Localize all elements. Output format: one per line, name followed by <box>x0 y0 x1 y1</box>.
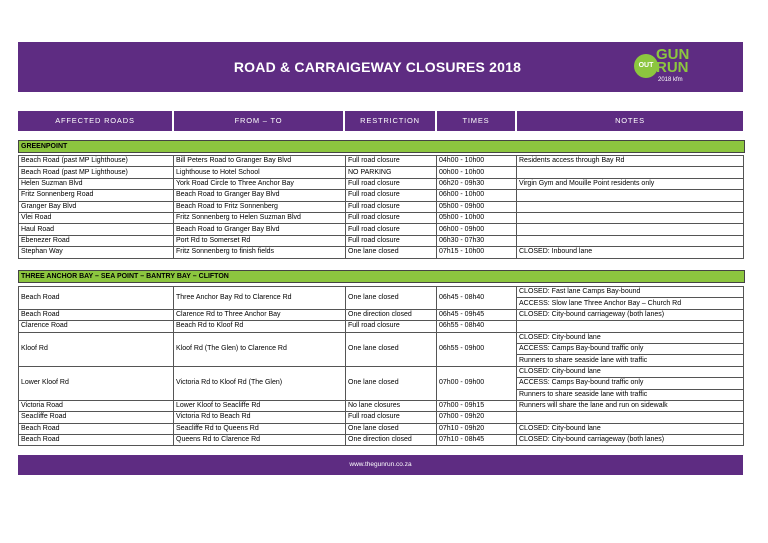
affected-road-cell: Beach Road (past MP Lighthouse) <box>19 156 174 167</box>
notes-cell <box>517 224 744 235</box>
times-cell: 06h30 - 07h30 <box>437 235 517 246</box>
restriction-cell: Full road closure <box>346 212 437 223</box>
from-to-cell: Victoria Rd to Beach Rd <box>174 412 346 423</box>
restriction-cell: NO PARKING <box>346 167 437 178</box>
table-row <box>19 412 744 423</box>
times-cell: 07h10 - 08h45 <box>437 435 517 446</box>
restriction-cell: One direction closed <box>346 435 437 446</box>
column-header-restriction: RESTRICTION <box>345 111 435 131</box>
table-row <box>19 235 744 246</box>
logo-line2: RUN <box>656 59 689 76</box>
column-header-affected-roads: AFFECTED ROADS <box>18 111 172 131</box>
restriction-cell: Full road closure <box>346 412 437 423</box>
restriction-cell: One lane closed <box>346 247 437 258</box>
from-to-cell: Seacliffe Rd to Queens Rd <box>174 423 346 434</box>
notes-cell <box>517 412 744 423</box>
table-row <box>19 423 744 434</box>
affected-road-cell: Victoria Road <box>19 400 174 411</box>
from-to-cell: Fritz Sonnenberg to Helen Suzman Blvd <box>174 212 346 223</box>
notes-cell <box>517 212 744 223</box>
restriction-cell: Full road closure <box>346 321 437 332</box>
logo-line1: GUN <box>656 46 690 63</box>
times-cell: 07h10 - 09h20 <box>437 423 517 434</box>
affected-road-cell: Vlei Road <box>19 212 174 223</box>
notes-cell: CLOSED: City-bound carriageway (both lanes) <box>517 435 744 446</box>
from-to-cell: Beach Road to Granger Bay Blvd <box>174 224 346 235</box>
three-anchor-bay-table <box>18 286 744 446</box>
affected-road-cell: Beach Road <box>19 423 174 434</box>
from-to-cell: Beach Rd to Kloof Rd <box>174 321 346 332</box>
times-cell: 00h00 - 10h00 <box>437 167 517 178</box>
from-to-cell: Clarence Rd to Three Anchor Bay <box>174 309 346 320</box>
notes-cell: CLOSED: City-bound lane <box>517 332 744 343</box>
affected-road-cell: Clarence Road <box>19 321 174 332</box>
restriction-cell: One direction closed <box>346 309 437 320</box>
table-row <box>19 247 744 258</box>
column-header-from-to: FROM – TO <box>174 111 343 131</box>
notes-cell <box>517 321 744 332</box>
column-header-times: TIMES <box>437 111 515 131</box>
times-cell: 06h00 - 10h00 <box>437 190 517 201</box>
times-cell: 07h00 - 09h00 <box>437 366 517 400</box>
restriction-cell: Full road closure <box>346 156 437 167</box>
times-cell: 06h55 - 08h40 <box>437 321 517 332</box>
from-to-cell: Port Rd to Somerset Rd <box>174 235 346 246</box>
restriction-cell: One lane closed <box>346 332 437 366</box>
from-to-cell: Victoria Rd to Kloof Rd (The Glen) <box>174 366 346 400</box>
footer-url: www.thegunrun.co.za <box>18 455 743 475</box>
affected-road-cell: Seacliffe Road <box>19 412 174 423</box>
from-to-cell: Lower Kloof to Seacliffe Rd <box>174 400 346 411</box>
affected-road-cell: Beach Road <box>19 435 174 446</box>
times-cell: 06h55 - 09h00 <box>437 332 517 366</box>
notes-cell: Virgin Gym and Mouille Point residents only <box>517 178 744 189</box>
table-row <box>19 309 744 320</box>
section-header-greenpoint: GREENPOINT <box>18 140 745 153</box>
greenpoint-table <box>18 155 744 259</box>
logo-sub: 2018 kfm <box>658 77 683 83</box>
affected-road-cell: Beach Road (past MP Lighthouse) <box>19 167 174 178</box>
times-cell: 06h45 - 09h45 <box>437 309 517 320</box>
times-cell: 07h15 - 10h00 <box>437 247 517 258</box>
affected-road-cell: Helen Suzman Blvd <box>19 178 174 189</box>
notes-cell: ACCESS: Camps Bay-bound traffic only <box>517 378 744 389</box>
times-cell: 06h20 - 09h30 <box>437 178 517 189</box>
from-to-cell: Beach Road to Fritz Sonnenberg <box>174 201 346 212</box>
affected-road-cell: Beach Road <box>19 287 174 310</box>
notes-cell: CLOSED: City-bound carriageway (both lanes) <box>517 309 744 320</box>
notes-cell: CLOSED: Fast lane Camps Bay-bound <box>517 287 744 298</box>
section-header-three-anchor-bay: THREE ANCHOR BAY – SEA POINT – BANTRY BAY – CLIFTON <box>18 270 745 283</box>
affected-road-cell: Lower Kloof Rd <box>19 366 174 400</box>
times-cell: 05h00 - 09h00 <box>437 201 517 212</box>
table-row <box>19 156 744 167</box>
notes-cell: Residents access through Bay Rd <box>517 156 744 167</box>
page-title: ROAD & CARRAIGEWAY CLOSURES 2018 <box>233 59 522 75</box>
affected-road-cell: Stephan Way <box>19 247 174 258</box>
notes-cell: CLOSED: Inbound lane <box>517 247 744 258</box>
times-cell: 07h00 - 09h20 <box>437 412 517 423</box>
from-to-cell: Fritz Sonnenberg to finish fields <box>174 247 346 258</box>
notes-cell <box>517 167 744 178</box>
gun-run-logo <box>634 48 706 86</box>
notes-cell: CLOSED: City-bound lane <box>517 366 744 377</box>
affected-road-cell: Haul Road <box>19 224 174 235</box>
logo-badge: OUT <box>634 54 658 78</box>
restriction-cell: Full road closure <box>346 178 437 189</box>
restriction-cell: Full road closure <box>346 235 437 246</box>
notes-cell <box>517 201 744 212</box>
from-to-cell: Queens Rd to Clarence Rd <box>174 435 346 446</box>
table-row <box>19 190 744 201</box>
restriction-cell: Full road closure <box>346 201 437 212</box>
notes-cell: Runners will share the lane and run on sidewalk <box>517 400 744 411</box>
affected-road-cell: Granger Bay Blvd <box>19 201 174 212</box>
from-to-cell: Three Anchor Bay Rd to Clarence Rd <box>174 287 346 310</box>
notes-cell: Runners to share seaside lane with traffic <box>517 355 744 366</box>
affected-road-cell: Ebenezer Road <box>19 235 174 246</box>
notes-cell: Runners to share seaside lane with traffic <box>517 389 744 400</box>
notes-cell: ACCESS: Camps Bay-bound traffic only <box>517 343 744 354</box>
times-cell: 06h45 - 08h40 <box>437 287 517 310</box>
from-to-cell: Kloof Rd (The Glen) to Clarence Rd <box>174 332 346 366</box>
table-row <box>19 366 744 377</box>
notes-cell: ACCESS: Slow lane Three Anchor Bay – Church Rd <box>517 298 744 309</box>
affected-road-cell: Fritz Sonnenberg Road <box>19 190 174 201</box>
restriction-cell: No lane closures <box>346 400 437 411</box>
restriction-cell: One lane closed <box>346 366 437 400</box>
times-cell: 04h00 - 10h00 <box>437 156 517 167</box>
times-cell: 06h00 - 09h00 <box>437 224 517 235</box>
table-row <box>19 224 744 235</box>
table-row <box>19 332 744 343</box>
table-row <box>19 321 744 332</box>
table-row <box>19 201 744 212</box>
restriction-cell: One lane closed <box>346 287 437 310</box>
table-row <box>19 287 744 298</box>
affected-road-cell: Beach Road <box>19 309 174 320</box>
table-row <box>19 435 744 446</box>
table-row <box>19 212 744 223</box>
restriction-cell: Full road closure <box>346 190 437 201</box>
times-cell: 07h00 - 09h15 <box>437 400 517 411</box>
table-row <box>19 400 744 411</box>
from-to-cell: Beach Road to Granger Bay Blvd <box>174 190 346 201</box>
from-to-cell: Lighthouse to Hotel School <box>174 167 346 178</box>
notes-cell <box>517 190 744 201</box>
affected-road-cell: Kloof Rd <box>19 332 174 366</box>
from-to-cell: York Road Circle to Three Anchor Bay <box>174 178 346 189</box>
notes-cell: CLOSED: City-bound lane <box>517 423 744 434</box>
times-cell: 05h00 - 10h00 <box>437 212 517 223</box>
table-row <box>19 167 744 178</box>
table-row <box>19 178 744 189</box>
restriction-cell: One lane closed <box>346 423 437 434</box>
column-header-notes: NOTES <box>517 111 743 131</box>
restriction-cell: Full road closure <box>346 224 437 235</box>
notes-cell <box>517 235 744 246</box>
from-to-cell: Bill Peters Road to Granger Bay Blvd <box>174 156 346 167</box>
